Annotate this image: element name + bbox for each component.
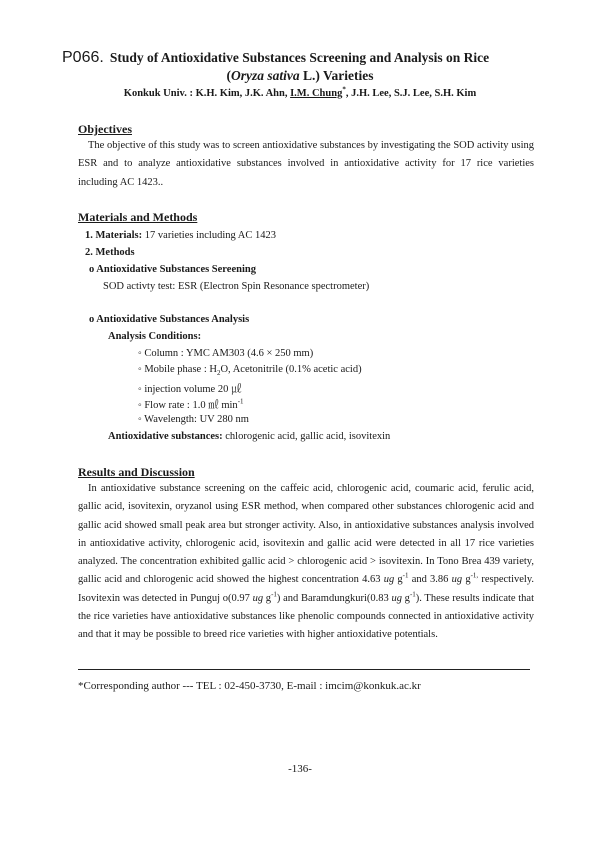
methods-label: 2. Methods — [85, 247, 135, 258]
paper-title-line1 — [62, 49, 582, 67]
paper-title-line2 — [0, 68, 600, 84]
title-paren: ( — [226, 68, 231, 83]
unit-sup-2: -1, — [470, 571, 479, 580]
mobile-a: ◦ Mobile phase : H — [138, 364, 217, 375]
unit-ug-2: ug — [451, 574, 463, 586]
condition-injection: ◦ injection volume 20 ㎕ — [138, 384, 242, 395]
corresponding-author: I.M. Chung — [290, 88, 343, 99]
results-heading: Results and Discussion — [78, 465, 195, 479]
materials-label: 1. Materials: — [85, 230, 143, 241]
materials-line — [85, 230, 276, 241]
substances-text: chlorogenic acid, gallic acid, isovitexin — [222, 431, 391, 442]
methods-heading: Materials and Methods — [78, 210, 198, 224]
results-p4: ) and Baramdungkuri(0.83 — [276, 592, 392, 604]
results-text — [78, 480, 534, 645]
condition-flow-rate — [138, 397, 244, 412]
page-number: -136- — [288, 763, 312, 775]
objectives-heading: Objectives — [78, 122, 132, 136]
unit-ug-1: ug — [383, 574, 395, 586]
flow-a: ◦ Flow rate : 1.0 ㎖ min — [138, 400, 238, 411]
objectives-text: The objective of this study was to screen antioxidative substances by investigating the SOD activity using ESR and to analyze antioxidative substances involved in antioxidative activity for 17 rice varieties including AC 1423.. — [78, 140, 534, 188]
authors-before: Konkuk Univ. : K.H. Kim, J.K. Ahn, — [123, 88, 291, 99]
corresponding-author-note: *Corresponding author --- TEL : 02-450-3730, E-mail : imcim@konkuk.ac.kr — [78, 680, 421, 692]
results-p2: and 3.86 — [408, 574, 452, 586]
condition-mobile-phase — [138, 364, 362, 377]
results-p5: ). These results indicate that the rice varieties have antioxidative substances like phenolic compounds connected in antioxidative activity and that it may be possible to breed rice varieties with higher antioxidative potentials. — [78, 592, 535, 641]
substances-label: Antioxidative substances: — [108, 431, 223, 442]
condition-column: ◦ Column : YMC AM303 (4.6 × 250 mm) — [138, 348, 314, 359]
screening-heading: o Antioxidative Substances Sereening — [89, 264, 256, 275]
unit-sup-4: -1 — [409, 590, 416, 599]
flow-sup: -1 — [237, 397, 244, 406]
mobile-sub: 2 — [216, 369, 221, 378]
author-list — [0, 85, 600, 99]
species-name: Oryza sativa — [231, 68, 300, 83]
mobile-b: O, Acetonitrile (0.1% acetic acid) — [220, 364, 362, 375]
conditions-label: Analysis Conditions: — [108, 331, 202, 342]
condition-wavelength: ◦ Wavelength: UV 280 nm — [138, 414, 249, 425]
title-text: Study of Antioxidative Substances Screening and Analysis on Rice — [109, 50, 490, 65]
results-p3: respectively. Isovitexin was detected in Punguj o(0.97 — [78, 574, 535, 604]
unit-g-2: g — [462, 574, 471, 586]
materials-text: 17 varieties including AC 1423 — [142, 230, 277, 241]
unit-g-4: g — [401, 592, 410, 604]
unit-sup-3: -1 — [271, 590, 277, 599]
results-p1: In antioxidative substance screening on the caffeic acid, chlorogenic acid, coumaric acid, ferulic acid, gallic acid, isovitexin, oryzanol using ESR method, when compared other substances chlorogenic acid and gallic acid showed small peak area but stronger activity. Also, in antioxidative substances analysis involved in antioxidative activity, chlorogenic acid, isovitexin and gallic acid were detected in all 17 rice varieties analyzed. The concentration exhibited gallic acid > chlorogenic acid > isovitexin. In Tono Brea 439 variety, gallic acid and chlorogenic acid showed the highest concentration 4.63 — [78, 483, 534, 586]
poster-code: P066. — [62, 49, 104, 66]
title-rest: L.) Varieties — [299, 68, 374, 83]
unit-g-1: g — [394, 574, 403, 586]
screening-text: SOD activty test: ESR (Electron Spin Resonance spectrometer) — [103, 281, 370, 292]
unit-g-3: g — [263, 592, 272, 604]
unit-ug-3: ug — [252, 592, 264, 604]
analysis-heading: o Antioxidative Substances Analysis — [89, 314, 250, 325]
unit-sup-1: -1 — [402, 571, 409, 580]
substances-line — [108, 431, 390, 442]
corresponding-star: * — [342, 85, 346, 94]
footer-divider — [78, 669, 530, 670]
unit-ug-4: ug — [391, 592, 402, 604]
authors-after: , J.H. Lee, S.J. Lee, S.H. Kim — [345, 88, 477, 99]
